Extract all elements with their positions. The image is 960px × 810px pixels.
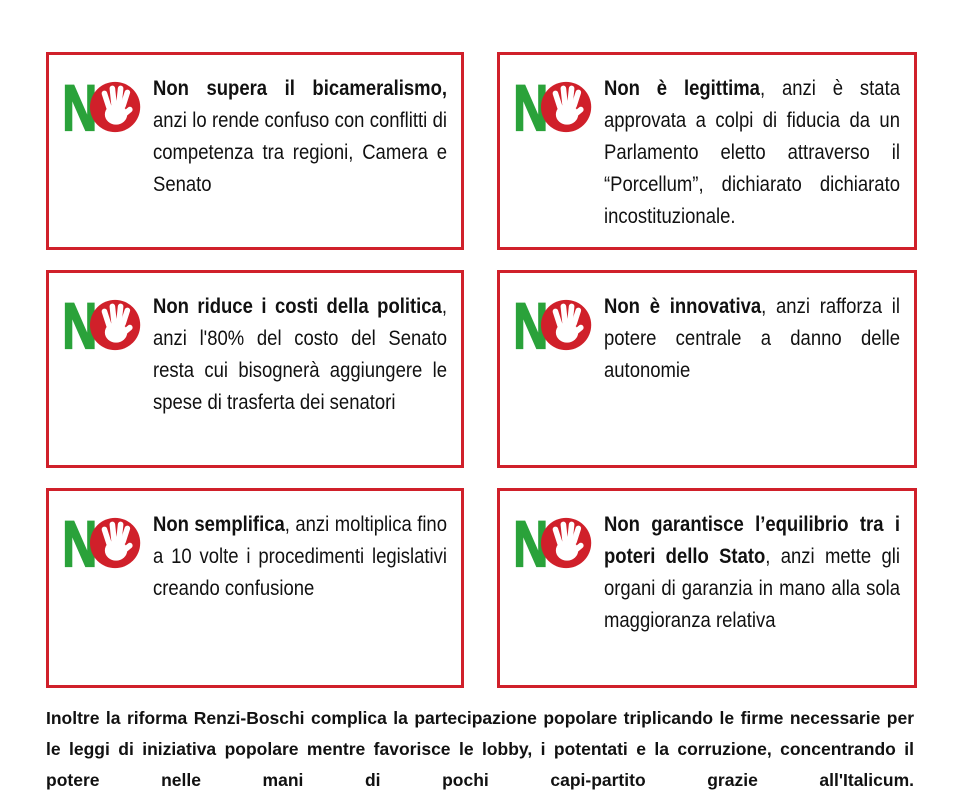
card-text: Non garantisce l’equilibrio tra i poteri dello Stato, anzi mette gli organi di garanzia in mano alla sola maggioranza relativa <box>604 513 900 632</box>
no-hand-logo-icon <box>514 511 594 575</box>
footer-note: Inoltre la riforma Renzi-Boschi complica la partecipazione popolare triplicando le firme necessarie per le leggi di iniziativa popolare mentre favorisce le lobby, i potentati e la corruzione, concentrando il potere nelle mani di pochi capi-partito grazie all'Italicum. <box>46 708 914 790</box>
card-equilibrio-poteri <box>497 488 917 688</box>
card-text: Non semplifica, anzi moltiplica fino a 10 volte i procedimenti legislativi creando confusione <box>153 513 447 600</box>
no-hand-logo-icon <box>63 293 143 357</box>
card-innovativa <box>497 270 917 468</box>
no-hand-logo-icon <box>63 511 143 575</box>
no-hand-logo-icon <box>514 75 594 139</box>
card-text: Non è legittima, anzi è stata approvata a colpi di fiducia da un Parlamento eletto attraverso il “Porcellum”, dichiarato dichiarato incostituzionale. <box>604 77 900 228</box>
card-text: Non supera il bicameralismo, anzi lo rende confuso con conflitti di competenza tra regioni, Camera e Senato <box>153 77 447 196</box>
card-text: Non riduce i costi della politica, anzi l'80% del costo del Senato resta cui bisognerà aggiungere le spese di trasferta dei senatori <box>153 295 447 414</box>
no-hand-logo-icon <box>63 75 143 139</box>
card-text: Non è innovativa, anzi rafforza il potere centrale a danno delle autonomie <box>604 295 900 382</box>
card-bicameralismo <box>46 52 464 250</box>
card-legittima <box>497 52 917 250</box>
no-hand-logo-icon <box>514 293 594 357</box>
card-semplifica <box>46 488 464 688</box>
card-costi-politica <box>46 270 464 468</box>
